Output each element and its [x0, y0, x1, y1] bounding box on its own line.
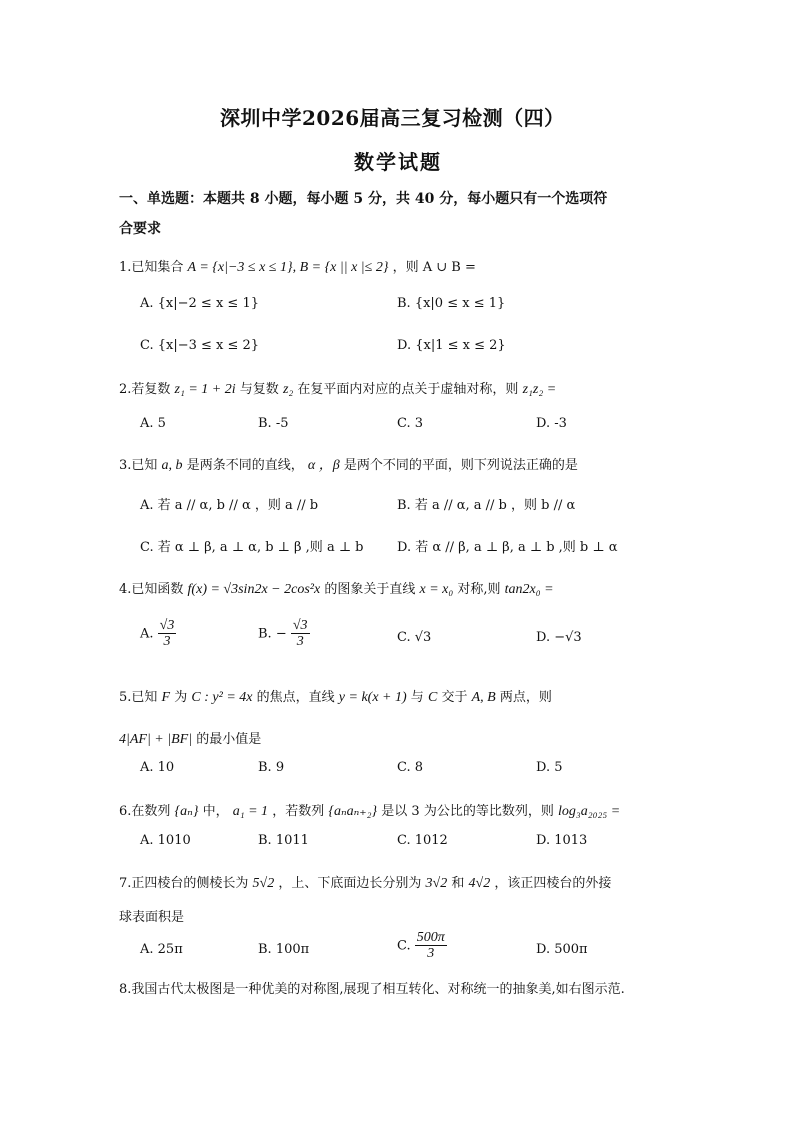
question-5 — [119, 686, 552, 706]
question-4 — [119, 578, 554, 598]
question-tail: ，该正四棱台的外接 — [494, 876, 612, 891]
formula: z₁ = 1 + 2i — [174, 382, 236, 397]
question-stem: 4.已知函数 — [119, 582, 184, 597]
formula: α ，β — [307, 458, 340, 473]
formula: {aₙaₙ₊₂} — [328, 804, 378, 819]
option-c: C. 3 — [397, 416, 424, 431]
option-a — [140, 618, 176, 650]
question-tail: 是以 3 为公比的等比数列，则 — [381, 804, 554, 819]
formula: 4|AF| + |BF| — [119, 732, 193, 747]
fraction-numerator: 500π — [416, 930, 445, 945]
question-stem: 1.已知集合 — [119, 260, 184, 275]
question-text: ，若数列 — [272, 804, 325, 819]
question-tail: ，则 A ∪ B = — [392, 260, 476, 275]
formula: 3√2 — [425, 876, 448, 891]
formula: A = {x|−3 ≤ x ≤ 1}, B = {x || x |≤ 2} — [187, 260, 389, 275]
question-1 — [119, 256, 476, 276]
fraction-denominator: 3 — [296, 634, 304, 650]
question-3 — [119, 454, 578, 474]
fraction-numerator: √3 — [159, 618, 175, 633]
option-c: C. 8 — [397, 760, 424, 775]
formula: tan2x₀ = — [504, 582, 554, 597]
question-7 — [119, 872, 611, 892]
fraction — [415, 930, 447, 962]
formula: x = x₀ — [419, 582, 454, 597]
question-tail: 在复平面内对应的点关于虚轴对称，则 — [297, 382, 519, 397]
question-stem: 7.正四棱台的侧棱长为 — [119, 876, 249, 891]
option-d: D. 若 α // β, a ⊥ β, a ⊥ b ,则 b ⊥ α — [397, 540, 618, 555]
section-heading-cont: 合要求 — [119, 221, 161, 237]
option-d: D. 500π — [536, 942, 588, 957]
option-b: B. 若 a // α, a // b ，则 b // α — [397, 498, 576, 513]
option-label: A. — [140, 626, 154, 642]
question-tail: 两点，则 — [499, 690, 552, 705]
question-tail: 是两个不同的平面，则下列说法正确的是 — [343, 458, 578, 473]
formula: C — [427, 690, 438, 705]
question-text: 交于 — [441, 690, 468, 705]
option-d: D. 5 — [536, 760, 563, 775]
question-tail: 对称,则 — [457, 582, 501, 597]
option-b: B. {x|0 ≤ x ≤ 1} — [397, 296, 506, 311]
option-a: A. 10 — [140, 760, 175, 775]
formula: C : y² = 4x — [191, 690, 253, 705]
option-b: B. 9 — [258, 760, 285, 775]
question-text: ，上、下底面边长分别为 — [278, 876, 422, 891]
question-stem: 2.若复数 — [119, 382, 171, 397]
formula: a, b — [161, 458, 183, 473]
question-stem: 6.在数列 — [119, 804, 171, 819]
option-d: D. -3 — [536, 416, 567, 431]
question-text: 和 — [451, 876, 465, 891]
question-text: 为 — [174, 690, 188, 705]
formula: {aₙ} — [174, 804, 199, 819]
question-5-line2 — [119, 728, 261, 748]
option-b — [258, 618, 310, 650]
option-label: C. — [397, 938, 411, 954]
option-a: A. 25π — [140, 942, 183, 957]
fraction-denominator: 3 — [427, 946, 435, 962]
fraction-numerator: √3 — [292, 618, 308, 633]
option-d: D. −√3 — [536, 630, 582, 645]
formula: y = k(x + 1) — [338, 690, 407, 705]
option-a: A. 5 — [140, 416, 166, 431]
option-b: B. 1011 — [258, 833, 309, 848]
formula: A, B — [471, 690, 496, 705]
question-text: 的焦点，直线 — [256, 690, 335, 705]
question-text: 的最小值是 — [196, 732, 262, 747]
formula: 4√2 — [468, 876, 491, 891]
option-a: A. {x|−2 ≤ x ≤ 1} — [140, 296, 259, 311]
fraction-denominator: 3 — [163, 634, 171, 650]
option-c: C. 1012 — [397, 833, 448, 848]
section-heading: 一、单选题：本题共 8 小题，每小题 5 分，共 40 分，每小题只有一个选项符 — [119, 191, 608, 207]
option-c: C. {x|−3 ≤ x ≤ 2} — [140, 338, 260, 353]
page-title: 深圳中学2026届高三复习检测（四） — [220, 106, 565, 130]
option-c — [397, 930, 447, 962]
option-b: B. 100π — [258, 942, 310, 957]
question-text: 是两条不同的直线， — [186, 458, 304, 473]
formula: 5√2 — [252, 876, 275, 891]
question-8: 8.我国古代太极图是一种优美的对称图,展现了相互转化、对称统一的抽象美,如右图示范. — [119, 982, 625, 997]
question-stem: 3.已知 — [119, 458, 158, 473]
option-c: C. √3 — [397, 630, 432, 645]
formula: f(x) = √3sin2x − 2cos²x — [187, 582, 321, 597]
question-2 — [119, 378, 556, 398]
fraction — [158, 618, 177, 650]
question-text: 与 — [410, 690, 424, 705]
formula: a₁ = 1 — [232, 804, 269, 819]
page-subtitle: 数学试题 — [354, 150, 442, 174]
question-text: 与复数 — [239, 382, 279, 397]
option-d: D. {x|1 ≤ x ≤ 2} — [397, 338, 506, 353]
option-c: C. 若 α ⊥ β, a ⊥ α, b ⊥ β ,则 a ⊥ b — [140, 540, 364, 555]
question-7-line2: 球表面积是 — [119, 910, 185, 925]
option-d: D. 1013 — [536, 833, 588, 848]
formula: F — [161, 690, 171, 705]
option-a: A. 若 a // α, b // α ，则 a // b — [140, 498, 319, 513]
option-label: B. − — [258, 626, 287, 642]
question-6 — [119, 800, 620, 820]
fraction — [291, 618, 310, 650]
question-text: 中， — [202, 804, 229, 819]
question-text: 的图象关于直线 — [324, 582, 416, 597]
question-stem: 5.已知 — [119, 690, 158, 705]
formula: log₃a₂₀₂₅ = — [557, 804, 621, 819]
option-a: A. 1010 — [140, 833, 191, 848]
formula: z₂ — [282, 382, 294, 397]
option-b: B. -5 — [258, 416, 289, 431]
formula: z₁z₂ = — [522, 382, 557, 397]
